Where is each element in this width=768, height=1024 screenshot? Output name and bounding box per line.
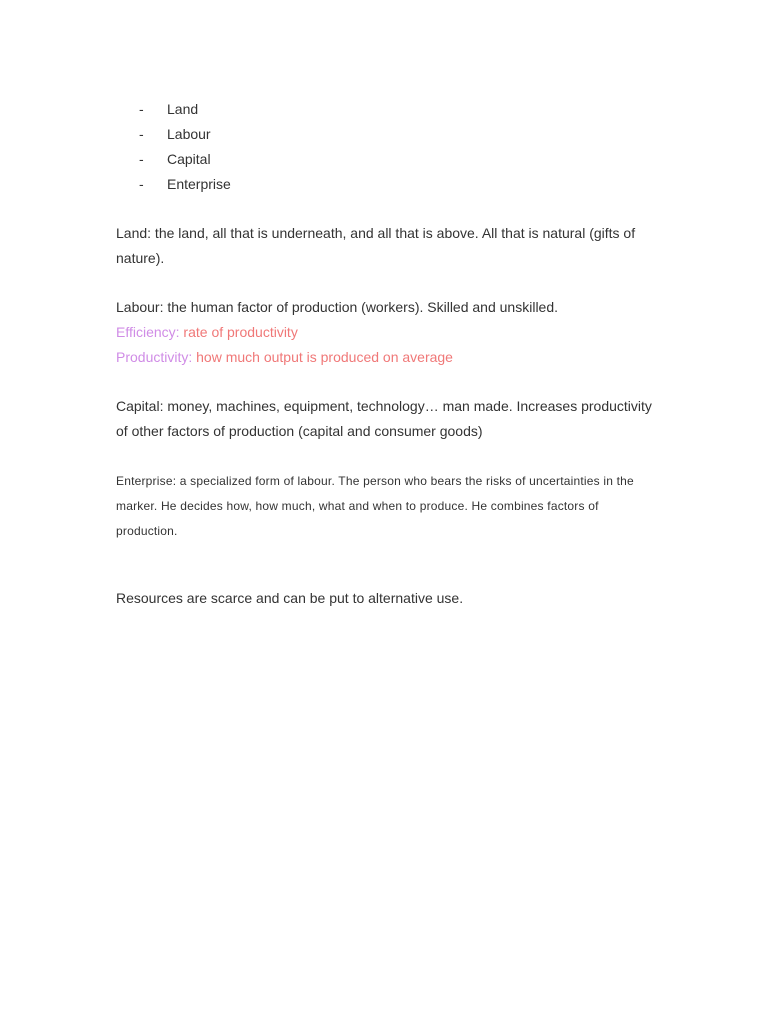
list-item <box>116 122 231 147</box>
list-item-label: Land <box>167 101 199 117</box>
productivity-term: Productivity: <box>116 349 193 365</box>
productivity-line <box>116 345 656 370</box>
dash-marker: - <box>139 151 144 167</box>
dash-marker: - <box>139 176 144 192</box>
list-item-label: Enterprise <box>167 176 231 192</box>
dash-marker: - <box>139 126 144 142</box>
dash-marker: - <box>139 101 144 117</box>
enterprise-paragraph: Enterprise: a specialized form of labour. The person who bears the risks of uncertainties in the marker. He decides how, how much, what and when to produce. He combines factors of production. <box>116 474 634 538</box>
list-item <box>116 147 231 172</box>
efficiency-term: Efficiency: <box>116 324 180 340</box>
labour-paragraph: Labour: the human factor of production (workers). Skilled and unskilled. <box>116 299 559 315</box>
capital-paragraph: Capital: money, machines, equipment, technology… man made. Increases productivity of other factors of production (capital and consumer goods) <box>116 398 652 439</box>
efficiency-definition: rate of productivity <box>179 324 298 340</box>
land-paragraph: Land: the land, all that is underneath, and all that is above. All that is natural (gifts of nature). <box>116 225 636 266</box>
list-item <box>116 97 231 122</box>
list-item-label: Labour <box>167 126 211 142</box>
list-item <box>116 172 231 197</box>
factors-list <box>116 97 231 197</box>
labour-section <box>116 295 656 370</box>
efficiency-line <box>116 320 656 345</box>
resources-paragraph: Resources are scarce and can be put to alternative use. <box>116 590 464 606</box>
list-item-label: Capital <box>167 151 211 167</box>
productivity-definition: how much output is produced on average <box>192 349 453 365</box>
